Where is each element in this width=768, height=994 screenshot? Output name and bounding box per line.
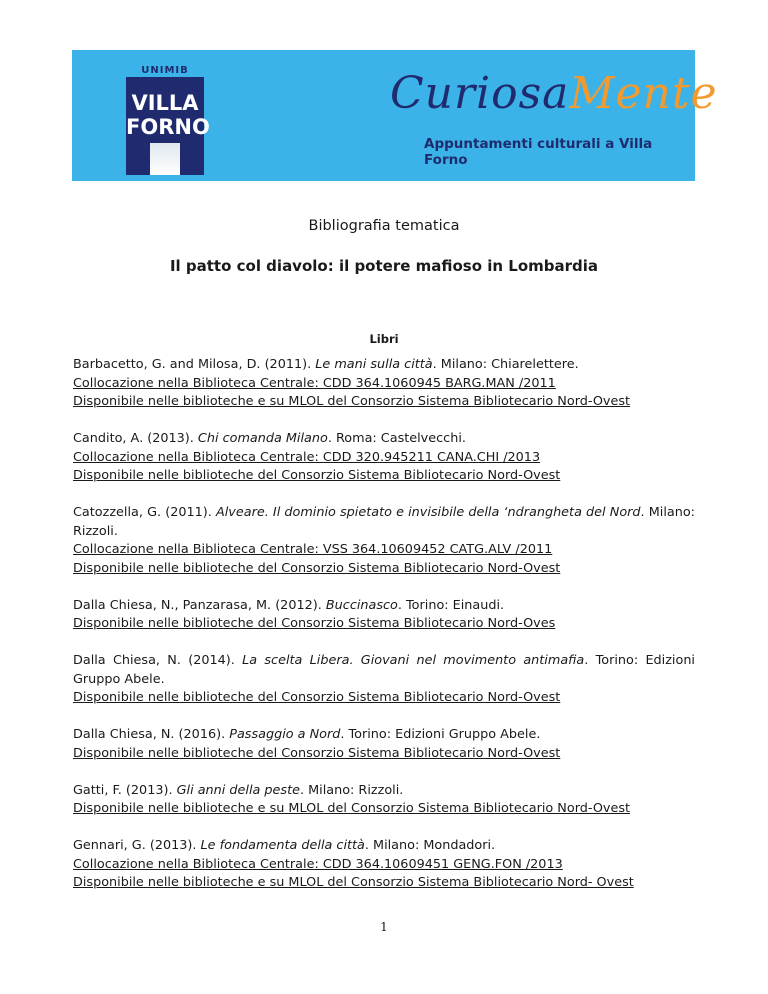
citation-work: Chi comanda Milano bbox=[197, 431, 328, 446]
logo-forno-text: FORNO bbox=[126, 115, 210, 139]
citation-publisher: . Torino: Edizioni Gruppo Abele. bbox=[340, 727, 541, 742]
availability-link[interactable]: Disponibile nelle biblioteche del Consorzio Sistema Bibliotecario Nord-Ovest bbox=[73, 468, 561, 483]
availability-link[interactable]: Disponibile nelle biblioteche del Consorzio Sistema Bibliotecario Nord-Ovest bbox=[73, 745, 561, 761]
citation-publisher: . Torino: Edizioni Gruppo Abele. bbox=[73, 653, 695, 687]
citation bbox=[73, 504, 695, 541]
document-subtitle: Il patto col diavolo: il potere mafioso in Lombardia bbox=[169, 257, 599, 275]
availability-link[interactable]: Disponibile nelle biblioteche e su MLOL del Consorzio Sistema Bibliotecario Nord-Ovest bbox=[73, 801, 631, 816]
citation-work: Le mani sulla città bbox=[315, 357, 433, 372]
citation-work: Gli anni della peste bbox=[176, 782, 300, 798]
door-icon bbox=[150, 143, 180, 175]
citation-authors: Candito, A. (2013). bbox=[73, 431, 198, 446]
citation-work: La scelta Libera. Giovani nel movimento antimafia bbox=[242, 653, 585, 668]
bibliography-entry bbox=[73, 430, 695, 486]
logo-villa-text: VILLA bbox=[131, 91, 199, 115]
villa-forno-logo bbox=[120, 65, 210, 175]
citation bbox=[73, 652, 695, 689]
brand-part1: Curiosa bbox=[390, 68, 570, 119]
citation-work: Le fondamenta della città bbox=[200, 838, 365, 853]
availability-link[interactable]: Disponibile nelle biblioteche del Consorzio Sistema Bibliotecario Nord-Ovest bbox=[73, 560, 561, 576]
citation-publisher: . Torino: Einaudi. bbox=[397, 597, 505, 613]
citation-publisher: . Roma: Castelvecchi. bbox=[327, 431, 466, 446]
citation-authors: Catozzella, G. (2011). bbox=[73, 505, 216, 520]
citation-authors: Gatti, F. (2013). bbox=[73, 782, 177, 798]
availability-link[interactable]: Disponibile nelle biblioteche del Consorzio Sistema Bibliotecario Nord-Oves bbox=[73, 616, 556, 631]
logo-plate bbox=[126, 77, 210, 175]
availability-link[interactable]: Disponibile nelle biblioteche e su MLOL del Consorzio Sistema Bibliotecario Nord-Ovest bbox=[73, 394, 631, 409]
brand-subtitle: Appuntamenti culturali a Villa Forno bbox=[424, 136, 653, 168]
citation bbox=[73, 430, 695, 449]
citation-work: Buccinasco bbox=[325, 597, 398, 613]
citation-publisher: . Milano: Mondadori. bbox=[364, 838, 496, 853]
bibliography-entry bbox=[73, 504, 695, 578]
citation-authors: Gennari, G. (2013). bbox=[73, 838, 201, 853]
document-title: Bibliografia tematica bbox=[308, 218, 460, 234]
location-link[interactable]: Collocazione nella Biblioteca Centrale: CDD 320.945211 CANA.CHI /2013 bbox=[73, 449, 541, 465]
bibliography-list bbox=[73, 356, 695, 911]
bibliography-entry bbox=[73, 597, 695, 634]
bibliography-entry bbox=[73, 652, 695, 708]
bibliography-entry bbox=[73, 726, 695, 763]
availability-link[interactable]: Disponibile nelle biblioteche del Consorzio Sistema Bibliotecario Nord-Ovest bbox=[73, 690, 561, 705]
location-link[interactable]: Collocazione nella Biblioteca Centrale: CDD 364.1060945 BARG.MAN /2011 bbox=[73, 375, 556, 391]
location-link[interactable]: Collocazione nella Biblioteca Centrale: CDD 364.10609451 GENG.FON /2013 bbox=[73, 856, 563, 872]
citation-authors: Dalla Chiesa, N. (2016). bbox=[73, 727, 230, 742]
citation bbox=[73, 726, 695, 745]
bibliography-entry bbox=[73, 356, 695, 412]
citation-authors: Dalla Chiesa, N., Panzarasa, M. (2012). bbox=[73, 597, 326, 613]
header-banner bbox=[72, 50, 718, 181]
bibliography-entry bbox=[73, 837, 695, 893]
citation-work: Passaggio a Nord bbox=[229, 727, 341, 742]
citation-authors: Dalla Chiesa, N. (2014). bbox=[73, 653, 243, 668]
bibliography-entry bbox=[73, 782, 695, 819]
citation-publisher: . Milano: Rizzoli. bbox=[299, 782, 404, 798]
citation-publisher: . Milano: Rizzoli. bbox=[73, 505, 695, 539]
section-title: Libri bbox=[369, 332, 399, 346]
citation-work: Alveare. Il dominio spietato e invisibile della ‘ndrangheta del Nord bbox=[215, 505, 641, 520]
brand-part2: Mente bbox=[569, 68, 718, 119]
availability-link[interactable]: Disponibile nelle biblioteche e su MLOL del Consorzio Sistema Bibliotecario Nord- Ovest bbox=[73, 875, 634, 890]
citation-authors: Barbacetto, G. and Milosa, D. (2011). bbox=[73, 357, 316, 372]
citation bbox=[73, 356, 695, 375]
location-link[interactable]: Collocazione nella Biblioteca Centrale: VSS 364.10609452 CATG.ALV /2011 bbox=[73, 542, 553, 557]
citation bbox=[73, 782, 695, 801]
page-number: 1 bbox=[380, 920, 388, 934]
curiosamente-brand bbox=[390, 68, 718, 119]
citation bbox=[73, 837, 695, 856]
logo-unimib-text: UNIMIB bbox=[141, 65, 189, 76]
citation-publisher: . Milano: Chiarelettere. bbox=[432, 357, 579, 372]
citation bbox=[73, 597, 695, 616]
